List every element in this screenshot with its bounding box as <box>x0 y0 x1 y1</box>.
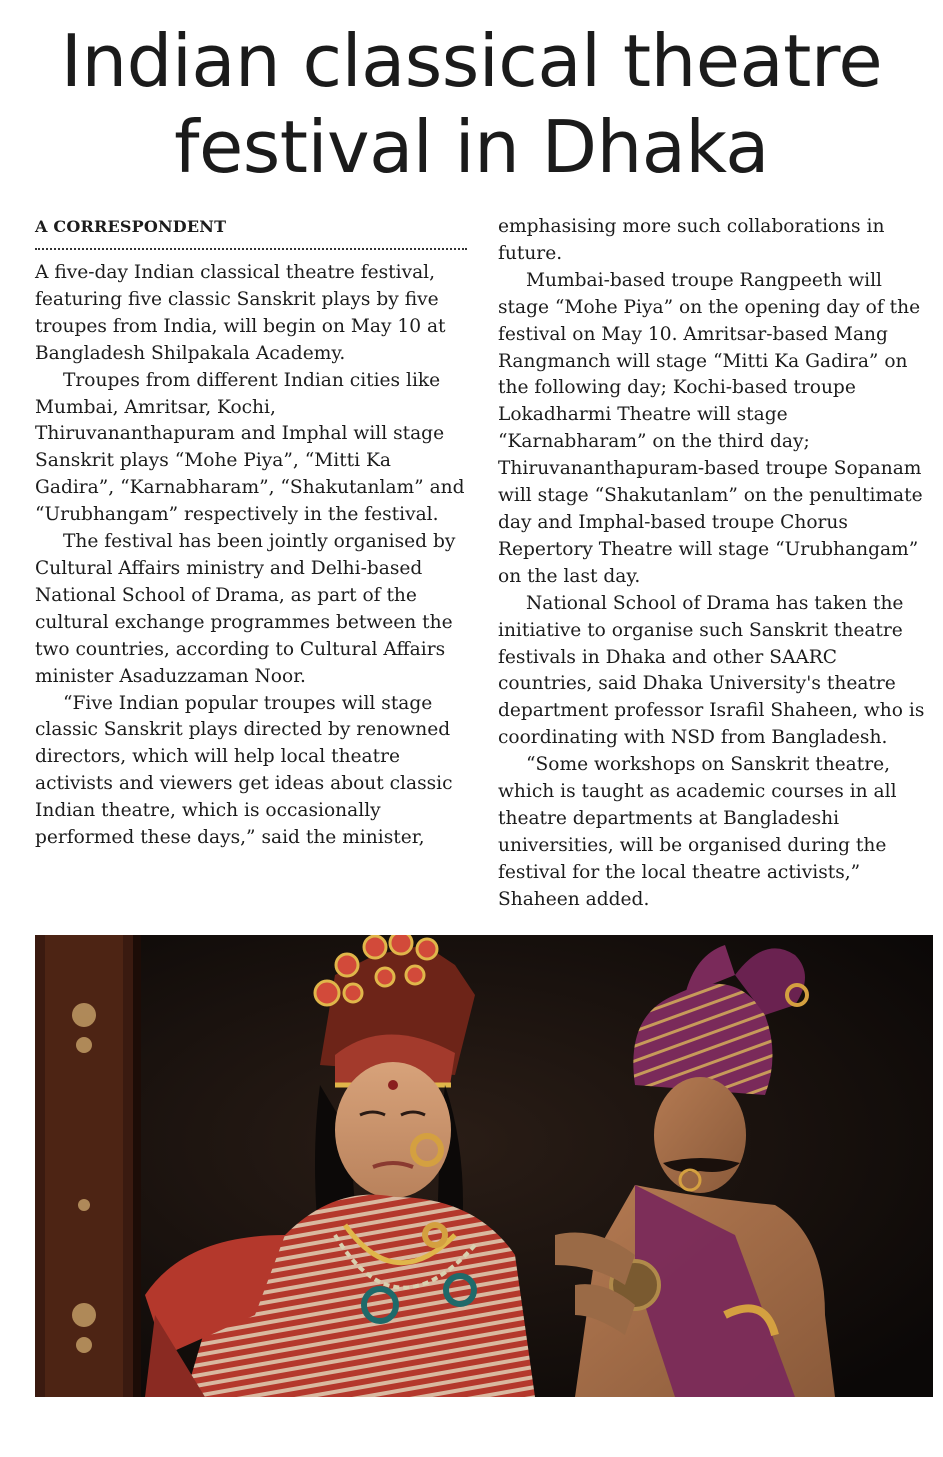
paragraph: emphasising more such collaborations in future. <box>498 216 885 264</box>
byline-divider <box>35 242 467 250</box>
headline-line-2: festival in Dhaka <box>174 105 769 189</box>
right-column <box>498 214 934 914</box>
paragraph: Mumbai-based troupe Rangpeeth will stage “Mohe Piya” on the opening day of the festival on May 10. Amritsar-based Mang Rangmanch will stage “Mitti Ka Gadira” on the following day; Kochi-based troupe Lokadharmi Theatre will stage “Karnabharam” on the third day; Thiruvananthapuram-based troupe Sopanam will stage “Shakutanlam” on the penultimate day and Imphal-based troupe Chorus Repertory Theatre will stage “Urubhangam” on the last day. <box>498 269 923 587</box>
headline <box>0 18 943 190</box>
paragraph: The festival has been jointly organised by Cultural Affairs ministry and Delhi-based National School of Drama, as part of the cultural exchange programmes between the two countries, according to Cultural Affairs minister Asaduzzaman Noor. <box>35 531 456 687</box>
headline-line-1: Indian classical theatre <box>60 19 883 103</box>
paragraph: Troupes from different Indian cities like Mumbai, Amritsar, Kochi, Thiruvananthapuram and Imphal will stage Sanskrit plays “Mohe Piya”, “Mitti Ka Gadira”, “Karnabharam”, “Shakutanlam” and “Urubhangam” respectively in the festival. <box>35 369 465 526</box>
paragraph: A five-day Indian classical theatre festival, featuring five classic Sanskrit plays by five troupes from India, will begin on May 10 at Bangladesh Shilpakala Academy. <box>35 262 446 364</box>
left-column <box>35 214 467 852</box>
paragraph: National School of Drama has taken the initiative to organise such Sanskrit theatre festivals in Dhaka and other SAARC countries, said Dhaka University's theatre department professor Israfil Shaheen, who is coordinating with NSD from Bangladesh. <box>498 592 925 749</box>
byline: A CORRESPONDENT <box>35 217 227 236</box>
paragraph: “Five Indian popular troupes will stage classic Sanskrit plays directed by renowned directors, which will help local theatre activists and viewers get ideas about classic Indian theatre, which is occasionally performed these days,” said the minister, <box>35 692 453 849</box>
paragraph: “Some workshops on Sanskrit theatre, which is taught as academic courses in all theatre departments at Bangladeshi universities, will be organised during the festival for the local theatre activists,” Shaheen added. <box>498 754 897 910</box>
performer-photo <box>35 935 933 1397</box>
